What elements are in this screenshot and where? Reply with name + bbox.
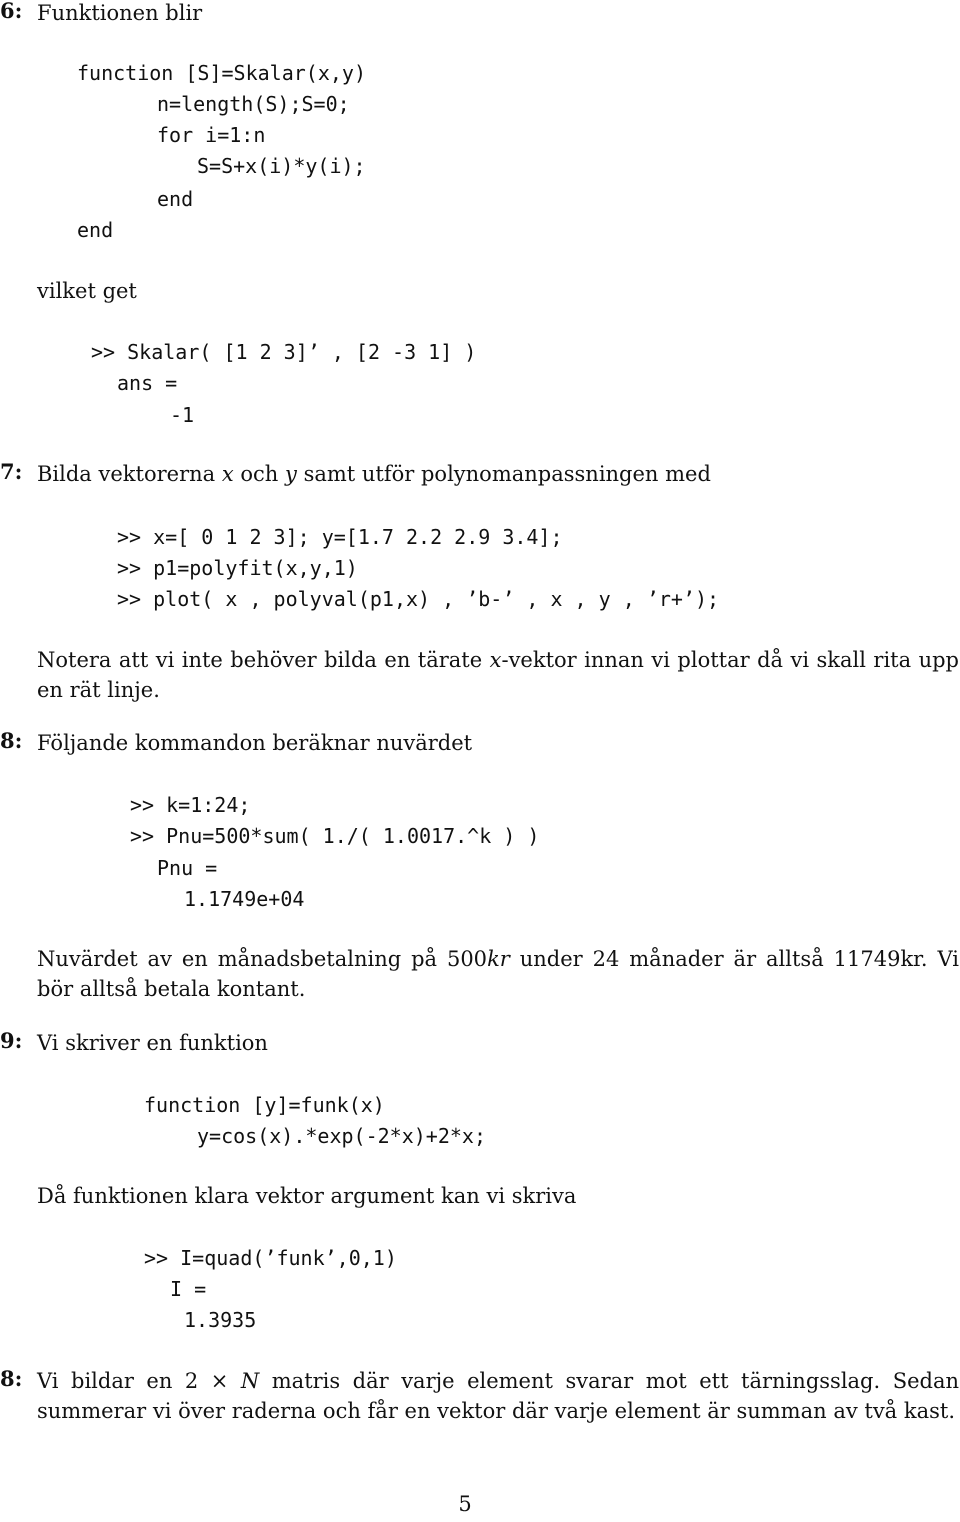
session-line: >> I=quad(’funk’,0,1) (144, 1246, 397, 1270)
page-number: 5 (458, 1492, 472, 1516)
session-line: ans = (117, 371, 178, 395)
section-number: 6: (0, 0, 23, 23)
code-line: >> x=[ 0 1 2 3]; y=[1.7 2.2 2.9 3.4]; (117, 525, 563, 549)
section-number: 8: (0, 1366, 23, 1391)
code-line: >> p1=polyfit(x,y,1) (117, 556, 358, 580)
code-line: n=length(S);S=0; (157, 92, 350, 116)
code-line: S=S+x(i)*y(i); (197, 154, 366, 178)
section-heading: Funktionen blir (37, 1, 203, 25)
paragraph: Vi bildar en 2 × N matris där varje element svarar mot ett tärningsslag. Sedan summerar vi över raderna och får en vektor där varje element är summan av två kast. (37, 1369, 959, 1423)
paragraph: Nuvärdet av en månadsbetalning på 500kr under 24 månader är alltså 11749kr. Vi bör alltså betala kontant. (37, 947, 960, 1001)
code-line: >> plot( x , polyval(p1,x) , ’b-’ , x , y , ’r+’); (117, 587, 720, 611)
section-number: 8: (0, 728, 23, 753)
code-line: end (157, 187, 194, 211)
code-line: 1.1749e+04 (184, 887, 305, 911)
paragraph: Då funktionen klara vektor argument kan vi skriva (37, 1184, 577, 1208)
session-line: -1 (170, 403, 195, 427)
code-line: end (77, 218, 114, 242)
code-line: >> Pnu=500*sum( 1./( 1.0017.^k ) ) (130, 824, 540, 848)
paragraph: vilket get (37, 279, 137, 303)
paragraph: Notera att vi inte behöver bilda en tärate x-vektor innan vi plottar då vi skall rita upp en rät linje. (37, 648, 959, 702)
section-number: 7: (0, 459, 23, 484)
session-line: I = (170, 1277, 207, 1301)
code-line: y=cos(x).*exp(-2*x)+2*x; (197, 1124, 486, 1148)
section-heading: Följande kommandon beräknar nuvärdet (37, 731, 473, 755)
section-number: 9: (0, 1028, 23, 1053)
code-line: function [y]=funk(x) (144, 1093, 385, 1117)
section-heading: Vi skriver en funktion (37, 1031, 268, 1055)
session-line: >> Skalar( [1 2 3]’ , [2 -3 1] ) (91, 340, 477, 364)
code-line: function [S]=Skalar(x,y) (77, 61, 366, 85)
code-line: Pnu = (157, 856, 218, 880)
section-heading: Bilda vektorerna x och y samt utför polynomanpassningen med (37, 462, 711, 486)
code-line: for i=1:n (157, 123, 266, 147)
code-line: >> k=1:24; (130, 793, 251, 817)
session-line: 1.3935 (184, 1308, 257, 1332)
